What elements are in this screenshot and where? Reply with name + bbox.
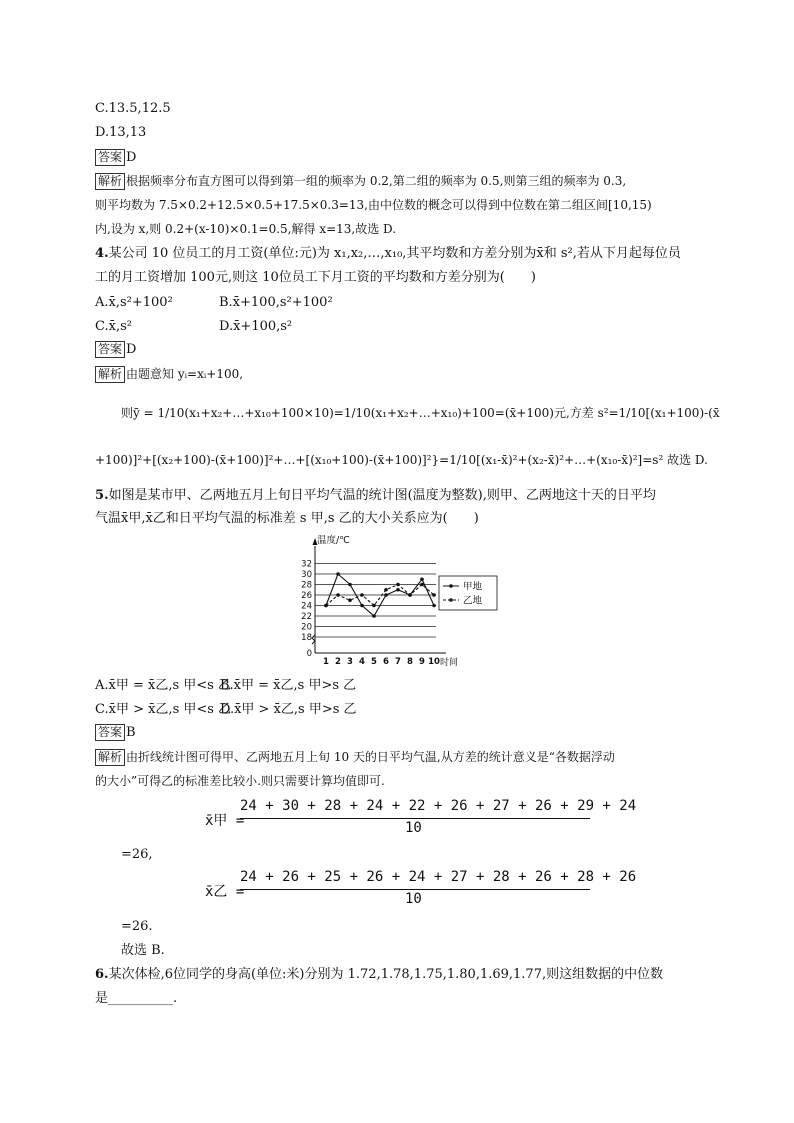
mean-jia-denominator: 10 [405, 820, 422, 836]
question-number: 5. [95, 488, 109, 503]
q5-option-b: B.x̄甲 = x̄乙,s 甲>s 乙 [220, 678, 357, 693]
data-point [396, 583, 400, 587]
y-tick-label: 22 [301, 612, 312, 622]
legend-marker [449, 584, 453, 588]
legend-label: 甲地 [463, 581, 483, 593]
x-tick-label: 7 [395, 657, 401, 667]
mean-yi-lhs: x̄乙 = [205, 884, 245, 900]
q3-analysis-line-2: 则平均数为 7.5×0.2+12.5×0.5+17.5×0.3=13,由中位数的概念可以得到中位数在第二组区间[10,15) [95, 198, 652, 212]
x-tick-label: 5 [371, 657, 377, 667]
analysis-text: 由折线统计图可得甲、乙两地五月上旬 10 天的日平均气温,从方差的统计意义是“各数据浮动 [126, 750, 615, 764]
answer-tag: 答案 [95, 724, 125, 741]
y-tick-label: 32 [301, 559, 312, 570]
q5-option-a: A.x̄甲 = x̄乙,s 甲<s 乙 [95, 678, 231, 693]
y-tick-label: 20 [301, 622, 312, 633]
q4-stem-line-1 [95, 245, 681, 263]
y-axis-label: 温度/℃ [317, 535, 350, 546]
x-tick-label: 1 [323, 657, 329, 667]
q3-analysis-line-3: 内,设为 x,则 0.2+(x-10)×0.1=0.5,解得 x=13,故选 D. [95, 222, 397, 236]
data-point [360, 593, 364, 597]
temperature-line-chart [288, 532, 504, 670]
question-number: 4. [95, 246, 109, 261]
data-point [360, 604, 364, 608]
q3-analysis-line-1 [95, 172, 626, 190]
q5-answer [95, 724, 136, 742]
y-tick-label: 30 [301, 570, 312, 580]
data-point [384, 588, 388, 592]
data-point [420, 577, 424, 581]
q5-conclusion: 故选 B. [121, 943, 165, 958]
mean-jia-result: =26, [121, 847, 153, 862]
data-point [384, 593, 388, 597]
q4-analysis-line-1 [95, 365, 243, 383]
q4-option-c: C.x̄,s² [95, 319, 132, 334]
q4-stem-line-2: 工的月工资增加 100元,则这 10位员工下月工资的平均数和方差分别为( ) [95, 270, 536, 285]
x-tick-label: 6 [383, 657, 389, 667]
mean-yi-formula [205, 869, 637, 915]
analysis-tag: 解析 [95, 366, 125, 383]
mean-yi-result: =26. [121, 919, 153, 934]
question-stem: 某公司 10 位员工的月工资(单位:元)为 x₁,x₂,…,x₁₀,其平均数和方差分别为x̄和 s²,若从下月起每位员 [108, 246, 681, 261]
x-tick-label: 10 [428, 657, 440, 667]
analysis-text: 由题意知 yᵢ=xᵢ+100, [126, 367, 244, 381]
q5-option-c: C.x̄甲 > x̄乙,s 甲<s 乙 [95, 702, 232, 717]
q5-stem-line-1 [95, 487, 656, 505]
data-point [348, 598, 352, 602]
mean-jia-formula [205, 798, 637, 844]
mean-yi-numerator: 24 + 26 + 25 + 26 + 24 + 27 + 28 + 26 + 28 + 26 [240, 869, 637, 885]
analysis-text: 根据频率分布直方图可以得到第一组的频率为 0.2,第二组的频率为 0.5,则第三组的频率为 0.3, [126, 174, 627, 188]
q5-stem-line-2: 气温x̄甲,x̄乙和日平均气温的标准差 s 甲,s 乙的大小关系应为( ) [95, 511, 479, 526]
data-point [408, 593, 412, 597]
q4-formula-line-2: +100)]²+[(x₂+100)-(x̄+100)]²+…+[(x₁₀+100)-(x̄+100)]²}=1/10[(x₁-x̄)²+(x₂-x̄)²+…+(x₁₀-x̄)²]=s² 故选 D. [95, 453, 708, 467]
data-point [336, 593, 340, 597]
q4-answer [95, 341, 136, 359]
y-tick-label: 18 [301, 633, 312, 643]
mean-yi-denominator: 10 [405, 891, 422, 907]
x-axis-label: 时间 [440, 658, 459, 668]
x-tick-label: 8 [407, 657, 413, 667]
y-tick-label: 24 [301, 601, 312, 612]
analysis-tag: 解析 [95, 173, 125, 190]
answer-value: D [126, 150, 137, 165]
data-point [348, 583, 352, 587]
mean-jia-lhs: x̄甲 = [205, 813, 245, 829]
q4-option-b: B.x̄+100,s²+100² [219, 295, 333, 310]
fraction-bar [240, 818, 590, 819]
answer-tag: 答案 [95, 341, 125, 358]
data-point [372, 614, 376, 618]
answer-value: D [126, 342, 137, 357]
data-point [336, 572, 340, 576]
data-point [432, 593, 436, 597]
answer-value: B [126, 725, 136, 740]
data-point [420, 583, 424, 587]
q6-stem-line-1 [95, 966, 663, 984]
q4-option-d: D.x̄+100,s² [219, 319, 293, 334]
x-tick-label: 2 [335, 657, 341, 667]
mean-jia-numerator: 24 + 30 + 28 + 24 + 22 + 26 + 27 + 26 + 29 + 24 [240, 798, 637, 814]
q4-formula-line-1: 则ȳ = 1/10(x₁+x₂+…+x₁₀+100×10)=1/10(x₁+x₂+…+x₁₀)+100=(x̄+100)元,方差 s²=1/10[(x₁+100)-(x̄ [121, 406, 720, 420]
x-tick-label: 4 [359, 657, 365, 667]
question-stem: 如图是某市甲、乙两地五月上旬日平均气温的统计图(温度为整数),则甲、乙两地这十天的日平均 [108, 488, 656, 503]
legend-label: 乙地 [463, 595, 483, 607]
data-point [432, 604, 436, 608]
q3-answer [95, 149, 136, 167]
analysis-tag: 解析 [95, 749, 125, 766]
question-stem: 某次体检,6位同学的身高(单位:米)分别为 1.72,1.78,1.75,1.80,1.69,1.77,则这组数据的中位数 [108, 967, 664, 982]
q3-option-d: D.13,13 [95, 125, 147, 140]
legend-marker [449, 598, 453, 602]
y-tick-label: 28 [301, 580, 312, 591]
q5-analysis-line-2: 的大小”可得乙的标准差比较小.则只需要计算均值即可. [95, 774, 385, 788]
data-point [324, 604, 328, 608]
q5-analysis-line-1 [95, 748, 615, 766]
data-point [396, 588, 400, 592]
data-point [372, 604, 376, 608]
q3-option-c: C.13.5,12.5 [95, 101, 171, 116]
y-tick-label: 0 [306, 649, 312, 659]
fraction-bar [240, 889, 590, 890]
q5-option-d: D.x̄甲 > x̄乙,s 甲>s 乙 [220, 702, 357, 717]
q4-option-a: A.x̄,s²+100² [95, 295, 173, 310]
q6-stem-line-2: 是__________. [95, 991, 178, 1006]
answer-tag: 答案 [95, 149, 125, 166]
x-tick-label: 3 [347, 657, 353, 667]
x-tick-label: 9 [419, 657, 425, 667]
question-number: 6. [95, 967, 109, 982]
y-tick-label: 26 [301, 591, 312, 601]
